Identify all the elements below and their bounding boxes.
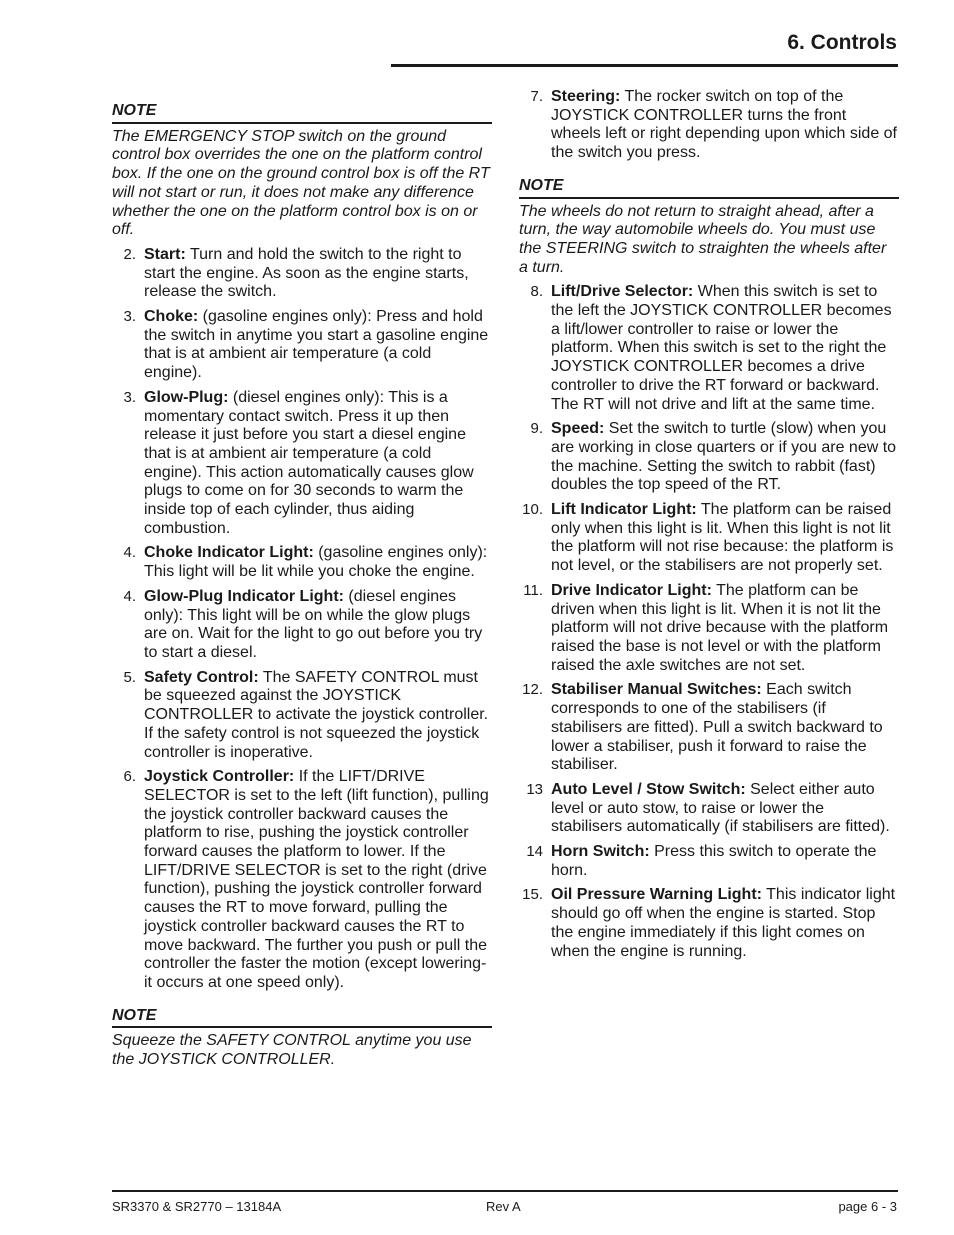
note-heading: NOTE [112,102,492,124]
right-item-list [519,88,899,163]
left-item-list [112,246,492,993]
item-body [144,308,492,383]
item-body [144,246,492,302]
list-item [112,308,492,383]
list-item [519,420,899,495]
item-title: Choke Indicator Light: [144,544,314,562]
note-text: The wheels do not return to straight ahead, after a turn, the way automobile wheels do. You must use the STEERING switch to straighten the wheels after a turn. [519,202,887,276]
item-text: This indicator light should go off when the engine is started. Stop the engine immediately if this light comes on when the engine is running. [551,886,896,960]
list-item [519,582,899,676]
item-number: 3. [123,388,136,406]
item-text: Set the switch to turtle (slow) when you are working in close quarters or if you are new to the machine. Setting the switch to rabbit (fast) doubles the top speed of the RT. [551,420,897,494]
item-title: Lift/Drive Selector: [551,283,694,301]
list-item [112,544,492,581]
item-number: 6. [123,768,136,786]
item-number: 12. [522,681,543,699]
list-item [519,886,899,961]
item-number: 7. [530,88,543,105]
item-title: Horn Switch: [551,843,650,861]
note-text: The EMERGENCY STOP switch on the ground control box overrides the one on the platform control box. If the one on the ground control box is off the RT will not start or run, it does not make any difference whether the one on the platform control box is on or off. [112,127,490,239]
item-number: 15. [522,886,543,904]
section-title: 6. Controls [787,31,897,54]
item-title: Stabiliser Manual Switches: [551,681,762,699]
item-text: The platform can be driven when this light is lit. When it is not lit the platform will not drive because with the platform raised the base is not level or with the platform raised the axle switches are not set. [551,581,889,674]
item-body [144,768,492,992]
item-title: Start: [144,245,186,263]
item-text: The rocker switch on top of the JOYSTICK CONTROLLER turns the front wheels left or right depending upon which side of the switch you press. [551,88,897,162]
item-body [144,544,492,581]
header-rule [391,64,898,67]
item-body [551,283,899,414]
footer-doc-id: SR3370 & SR2770 – 13184A [112,1199,282,1214]
item-body [144,588,492,663]
item-number: 4. [123,587,136,605]
item-text: Each switch corresponds to one of the stabilisers (if stabilisers are fitted). Pull a switch backward to lower a stabiliser, push it forward to raise the stabiliser. [551,681,883,774]
list-item [112,246,492,302]
list-item [519,781,899,837]
list-item [112,669,492,763]
item-number: 5. [123,668,136,686]
item-body [144,669,492,763]
item-text: The SAFETY CONTROL must be squeezed against the JOYSTICK CONTROLLER to activate the joystick controller. If the safety control is not squeezed the joystick controller is inoperative. [144,668,489,761]
item-body [144,389,492,539]
item-number: 3. [123,308,136,326]
item-number: 13 [526,780,543,798]
item-text: If the LIFT/DRIVE SELECTOR is set to the left (lift function), pulling the joystick controller backward causes the platform to rise, pushing the joystick controller forward causes the platform to lower. If the LIFT/DRIVE SELECTOR is set to the right (drive function), pushing the joystick controller forward causes the RT to move forward, pulling the joystick controller backward causes the RT to move backward. The further you push or pull the controller the faster the motion (except lowering-it occurs at one speed only). [144,768,489,991]
item-number: 4. [123,544,136,562]
item-body [551,843,899,880]
item-body [551,681,899,775]
list-item [112,389,492,539]
item-number: 14 [526,843,543,861]
item-title: Steering: [551,88,621,105]
note-text: Squeeze the SAFETY CONTROL anytime you use the JOYSTICK CONTROLLER. [112,1032,472,1069]
item-title: Speed: [551,420,605,438]
item-text: (diesel engines only): This light will be on while the glow plugs are on. Wait for the light to go out before you try to start a diesel. [144,587,483,661]
item-body [551,781,899,837]
item-title: Glow-Plug: [144,388,229,406]
item-number: 11. [523,581,543,599]
right-column [519,88,899,967]
item-number: 9. [530,420,543,438]
left-column [112,88,492,1076]
item-title: Auto Level / Stow Switch: [551,780,746,798]
list-item [112,588,492,663]
item-body [551,582,899,676]
item-title: Safety Control: [144,668,259,686]
item-body [551,88,899,163]
item-text: The platform can be raised only when this light is lit. When this light is not lit the platform will not rise because: the platform is not level, or the stabilisers are not properly set. [551,501,894,575]
list-item [519,681,899,775]
note-heading: NOTE [519,177,899,199]
list-item [519,843,899,880]
item-text: Turn and hold the switch to the right to start the engine. As soon as the engine starts, release the switch. [144,245,469,301]
item-text: When this switch is set to the left the JOYSTICK CONTROLLER becomes a lift/lower controller to raise or lower the platform. When this switch is set to the right the JOYSTICK CONTROLLER becomes a drive controller to drive the RT forward or backward. The RT will not drive and lift at the same time. [551,283,892,413]
item-body [551,501,899,576]
list-item [519,88,899,163]
footer-revision: Rev A [486,1199,521,1214]
item-number: 2. [123,245,136,263]
item-title: Oil Pressure Warning Light: [551,886,762,904]
item-title: Joystick Controller: [144,768,295,786]
item-text: (gasoline engines only): This light will be lit while you choke the engine. [144,544,488,581]
list-item [112,768,492,992]
item-title: Lift Indicator Light: [551,501,697,519]
list-item [519,283,899,414]
item-title: Choke: [144,308,199,326]
list-item [519,501,899,576]
right-item-list [519,283,899,961]
item-text: (diesel engines only): This is a momentary contact switch. Press it up then release it just before you start a diesel engine that is at ambient air temperature (a cold engine). This action automatically causes glow plugs to come on for 30 seconds to warm the inside top of each cylinder, thus aiding combustion. [144,388,474,537]
item-title: Drive Indicator Light: [551,581,712,599]
footer-page-number: page 6 - 3 [838,1199,897,1214]
item-text: (gasoline engines only): Press and hold the switch in anytime you start a gasoline engine that is at ambient air temperature (a cold engine). [144,308,489,382]
item-number: 10. [522,501,543,519]
item-text: Press this switch to operate the horn. [551,843,877,879]
note-heading: NOTE [112,1007,492,1029]
item-text: Select either auto level or auto stow, to raise or lower the stabilisers automatically (if stabilisers are fitted). [551,780,890,836]
item-body [551,886,899,961]
item-title: Glow-Plug Indicator Light: [144,587,344,605]
item-body [551,420,899,495]
footer-rule [112,1190,898,1192]
item-number: 8. [530,283,543,301]
